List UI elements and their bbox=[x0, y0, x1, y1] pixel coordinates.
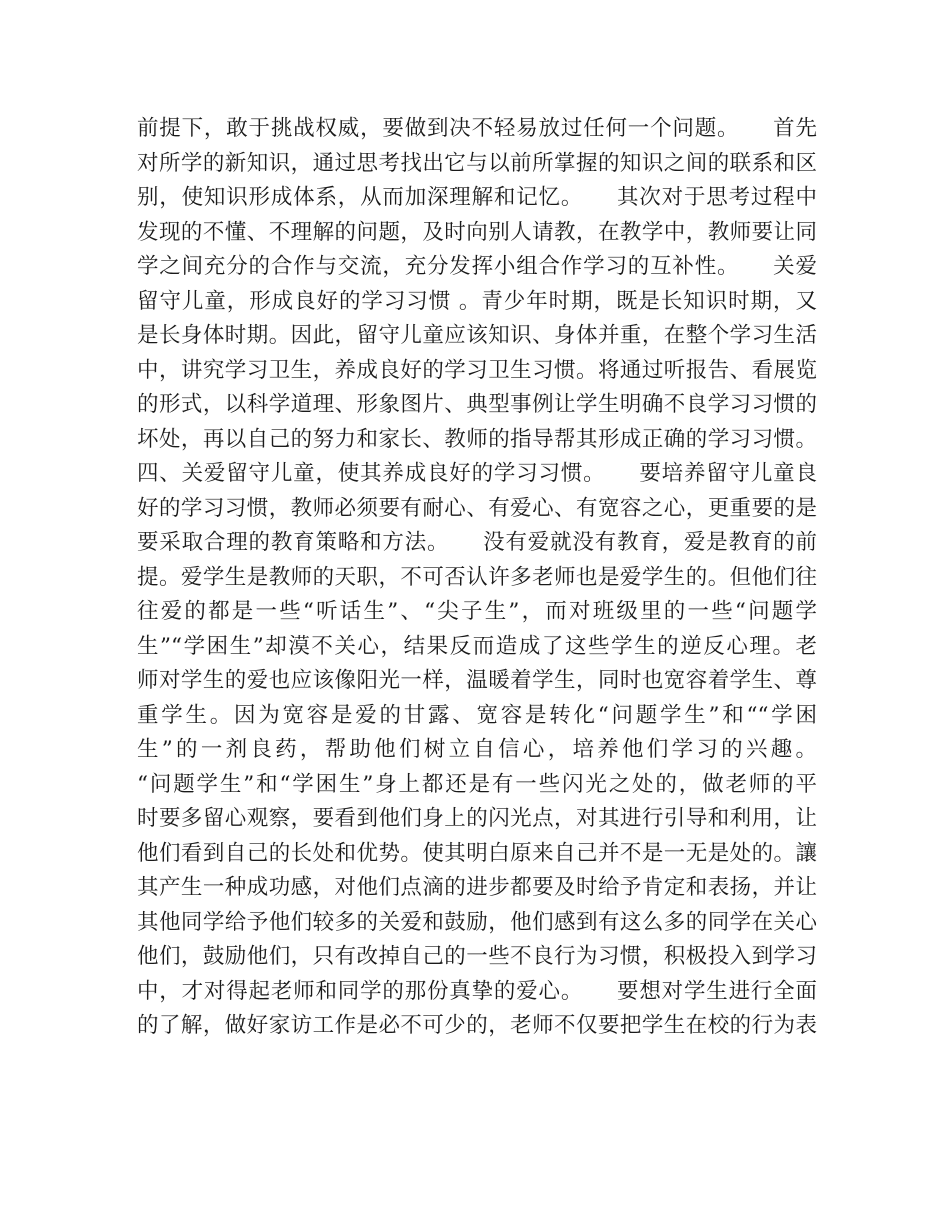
text-line-3: 别，使知识形成体系，从而加深理解和记忆。 其次对于思考过程中 bbox=[137, 185, 817, 210]
text-line-25: 他们，鼓励他们，只有改掉自己的一些不良行为习惯，积极投入到学习 bbox=[137, 944, 817, 969]
text-line-5: 学之间充分的合作与交流，充分发挥小组合作学习的互补性。 关爱 bbox=[137, 254, 817, 279]
text-line-2: 对所学的新知识，通过思考找出它与以前所掌握的知识之间的联系和区 bbox=[137, 150, 817, 176]
body-text bbox=[137, 112, 817, 1044]
text-line-27: 的了解，做好家访工作是必不可少的，老师不仅要把学生在校的行为表 bbox=[137, 1013, 817, 1038]
text-line-22: 他们看到自己的长处和优势。使其明白原来自己并不是一无是处的。讓 bbox=[137, 840, 817, 866]
text-line-24: 其他同学给予他们较多的关爱和鼓励，他们感到有这么多的同学在关心 bbox=[137, 909, 817, 935]
text-line-9: 的形式，以科学道理、形象图片、典型事例让学生明确不良学习习惯的 bbox=[137, 392, 817, 417]
text-line-18: 重学生。因为宽容是爱的甘露、宽容是转化“问题学生”和““学困 bbox=[137, 702, 817, 728]
text-line-10: 坏处，再以自己的努力和家长、教师的指导帮其形成正确的学习习惯。 bbox=[137, 426, 817, 452]
text-line-11: 四、关爱留守儿童，使其养成良好的学习习惯。 要培养留守儿童良 bbox=[137, 461, 817, 486]
text-line-14: 提。爱学生是教师的天职，不可否认许多老师也是爱学生的。但他们往 bbox=[137, 564, 817, 590]
text-line-6: 留守儿童，形成良好的学习习惯 。青少年时期，既是长知识时期，又 bbox=[137, 288, 817, 314]
text-line-8: 中，讲究学习卫生，养成良好的学习卫生习惯。将通过听报告、看展览 bbox=[137, 357, 817, 383]
text-line-20: “问题学生”和“学困生”身上都还是有一些闪光之处的，做老师的平 bbox=[137, 771, 817, 797]
text-line-19: 生”的一剂良药，帮助他们树立自信心，培养他们学习的兴趣。 bbox=[137, 737, 817, 762]
text-line-4: 发现的不懂、不理解的问题，及时向别人请教，在教学中，教师要让同 bbox=[137, 219, 817, 245]
text-line-26: 中，才对得起老师和同学的那份真挚的爱心。 要想对学生进行全面 bbox=[137, 978, 817, 1004]
text-line-7: 是长身体时期。因此，留守儿童应该知识、身体并重，在整个学习生活 bbox=[137, 323, 817, 348]
text-line-17: 师对学生的爱也应该像阳光一样，温暖着学生，同时也宽容着学生、尊 bbox=[137, 668, 817, 693]
text-line-13: 要采取合理的教育策略和方法。 没有爱就没有教育，爱是教育的前 bbox=[137, 530, 817, 555]
text-line-1: 前提下，敢于挑战权威，要做到决不轻易放过任何一个问题。 首先 bbox=[137, 116, 817, 141]
text-line-12: 好的学习习惯，教师必须要有耐心、有爱心、有宽容之心，更重要的是 bbox=[137, 495, 817, 521]
text-line-21: 时要多留心观察，要看到他们身上的闪光点，对其进行引导和利用，让 bbox=[137, 806, 817, 831]
text-line-15: 往爱的都是一些“听话生”、“尖子生”，而对班级里的一些“问题学 bbox=[137, 599, 817, 624]
text-line-16: 生”“学困生”却漠不关心，结果反而造成了这些学生的逆反心理。老 bbox=[137, 633, 817, 659]
text-line-23: 其产生一种成功感，对他们点滴的进步都要及时给予肯定和表扬，并让 bbox=[137, 875, 817, 900]
